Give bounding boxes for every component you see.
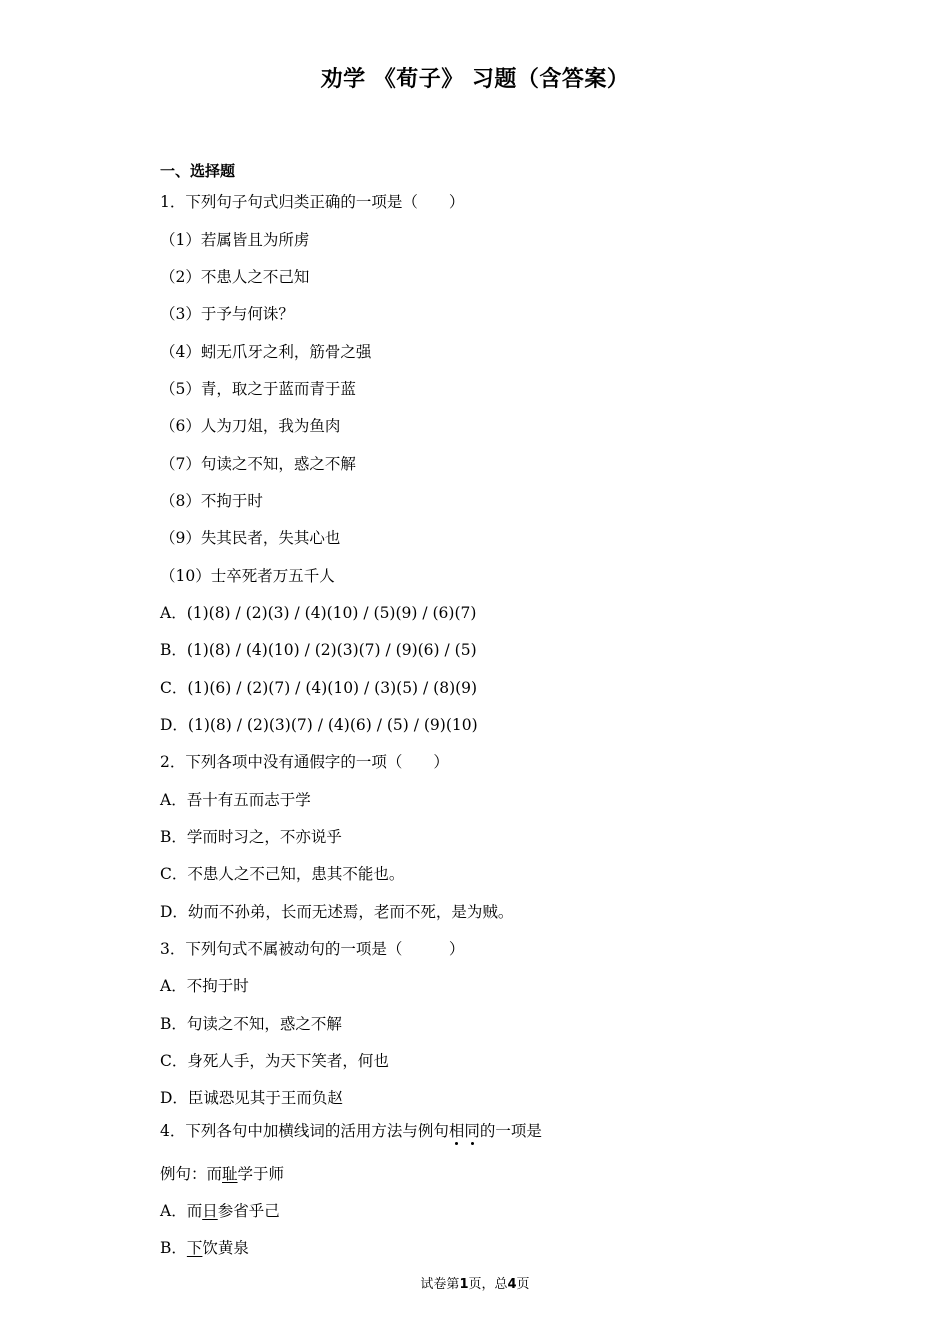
q3-option-d: D．臣诚恐见其于王而负赵: [160, 1089, 343, 1107]
q3-option-c: C．身死人手，为天下笑者，何也: [160, 1052, 389, 1070]
footer-text: 页，总: [468, 1277, 508, 1292]
footer-total-pages: 4: [507, 1277, 517, 1292]
footer-page-number: 1: [459, 1277, 469, 1292]
question-3-stem: 3．下列句式不属被动句的一项是（ ）: [160, 940, 465, 958]
q3-option-a: A．不拘于时: [160, 977, 249, 995]
question-2-stem: 2．下列各项中没有通假字的一项（ ）: [160, 753, 449, 771]
q1-item: （4）蚓无爪牙之利，筋骨之强: [160, 343, 372, 361]
footer-text: 试卷第: [420, 1277, 460, 1292]
emphasis-dot-char: 同: [464, 1122, 480, 1140]
page-footer: [0, 1273, 950, 1292]
q4-option-text: 参省乎己: [217, 1202, 280, 1220]
q1-item: （2）不患人之不己知: [160, 268, 310, 286]
q1-item: （7）句读之不知，惑之不解: [160, 455, 356, 473]
q2-option-a: A．吾十有五而志于学: [160, 791, 311, 809]
question-4-stem: [160, 1119, 542, 1141]
section-heading: 一、选择题: [160, 162, 236, 180]
q2-option-c: C．不患人之不己知，患其不能也。: [160, 865, 405, 883]
q1-item: （9）失其民者，失其心也: [160, 529, 341, 547]
q4-option-text: B．: [160, 1239, 187, 1257]
underlined-word: 日: [202, 1202, 218, 1220]
q1-option-b: B．(1)(8) / (4)(10) / (2)(3)(7) / (9)(6) / (5): [160, 641, 477, 659]
q4-option-text: 饮黄泉: [202, 1239, 249, 1257]
q1-item: （5）青，取之于蓝而青于蓝: [160, 380, 356, 398]
page-title: 劝学 《荀子》 习题（含答案）: [320, 67, 630, 92]
q3-option-b: B．句读之不知，惑之不解: [160, 1015, 342, 1033]
question-1-stem: 1．下列句子句式归类正确的一项是（ ）: [160, 193, 465, 211]
q1-option-c: C．(1)(6) / (2)(7) / (4)(10) / (3)(5) / (8)(9): [160, 679, 478, 697]
q2-option-d: D．幼而不孙弟，长而无述焉，老而不死，是为贼。: [160, 903, 514, 921]
q4-example-text: 例句：而: [160, 1165, 223, 1183]
underlined-word: 耻: [222, 1165, 238, 1183]
underlined-word: 下: [186, 1239, 203, 1257]
q1-item: （10）士卒死者万五千人: [160, 567, 335, 585]
q1-item: （3）于予与何诛？: [160, 305, 294, 323]
q1-option-a: A．(1)(8) / (2)(3) / (4)(10) / (5)(9) / (6)(7): [160, 604, 477, 622]
q4-example-text: 学于师: [237, 1165, 285, 1183]
q2-option-b: B．学而时习之，不亦说乎: [160, 828, 342, 846]
q1-option-d: D．(1)(8) / (2)(3)(7) / (4)(6) / (5) / (9)(10): [160, 716, 478, 734]
q4-stem-text: 的一项是: [479, 1122, 542, 1140]
emphasis-dot-char: 相: [448, 1122, 465, 1140]
q1-item: （1）若属皆且为所虏: [160, 231, 310, 249]
q4-example: [160, 1162, 284, 1184]
q4-option-b: [160, 1236, 249, 1258]
q1-item: （8）不拘于时: [160, 492, 263, 510]
q4-option-text: A．而: [160, 1202, 203, 1220]
q1-item: （6）人为刀俎，我为鱼肉: [160, 417, 341, 435]
q4-option-a: [160, 1199, 280, 1221]
q4-stem-text: 4．下列各句中加横线词的活用方法与例句: [160, 1122, 449, 1140]
footer-text: 页: [516, 1277, 530, 1292]
